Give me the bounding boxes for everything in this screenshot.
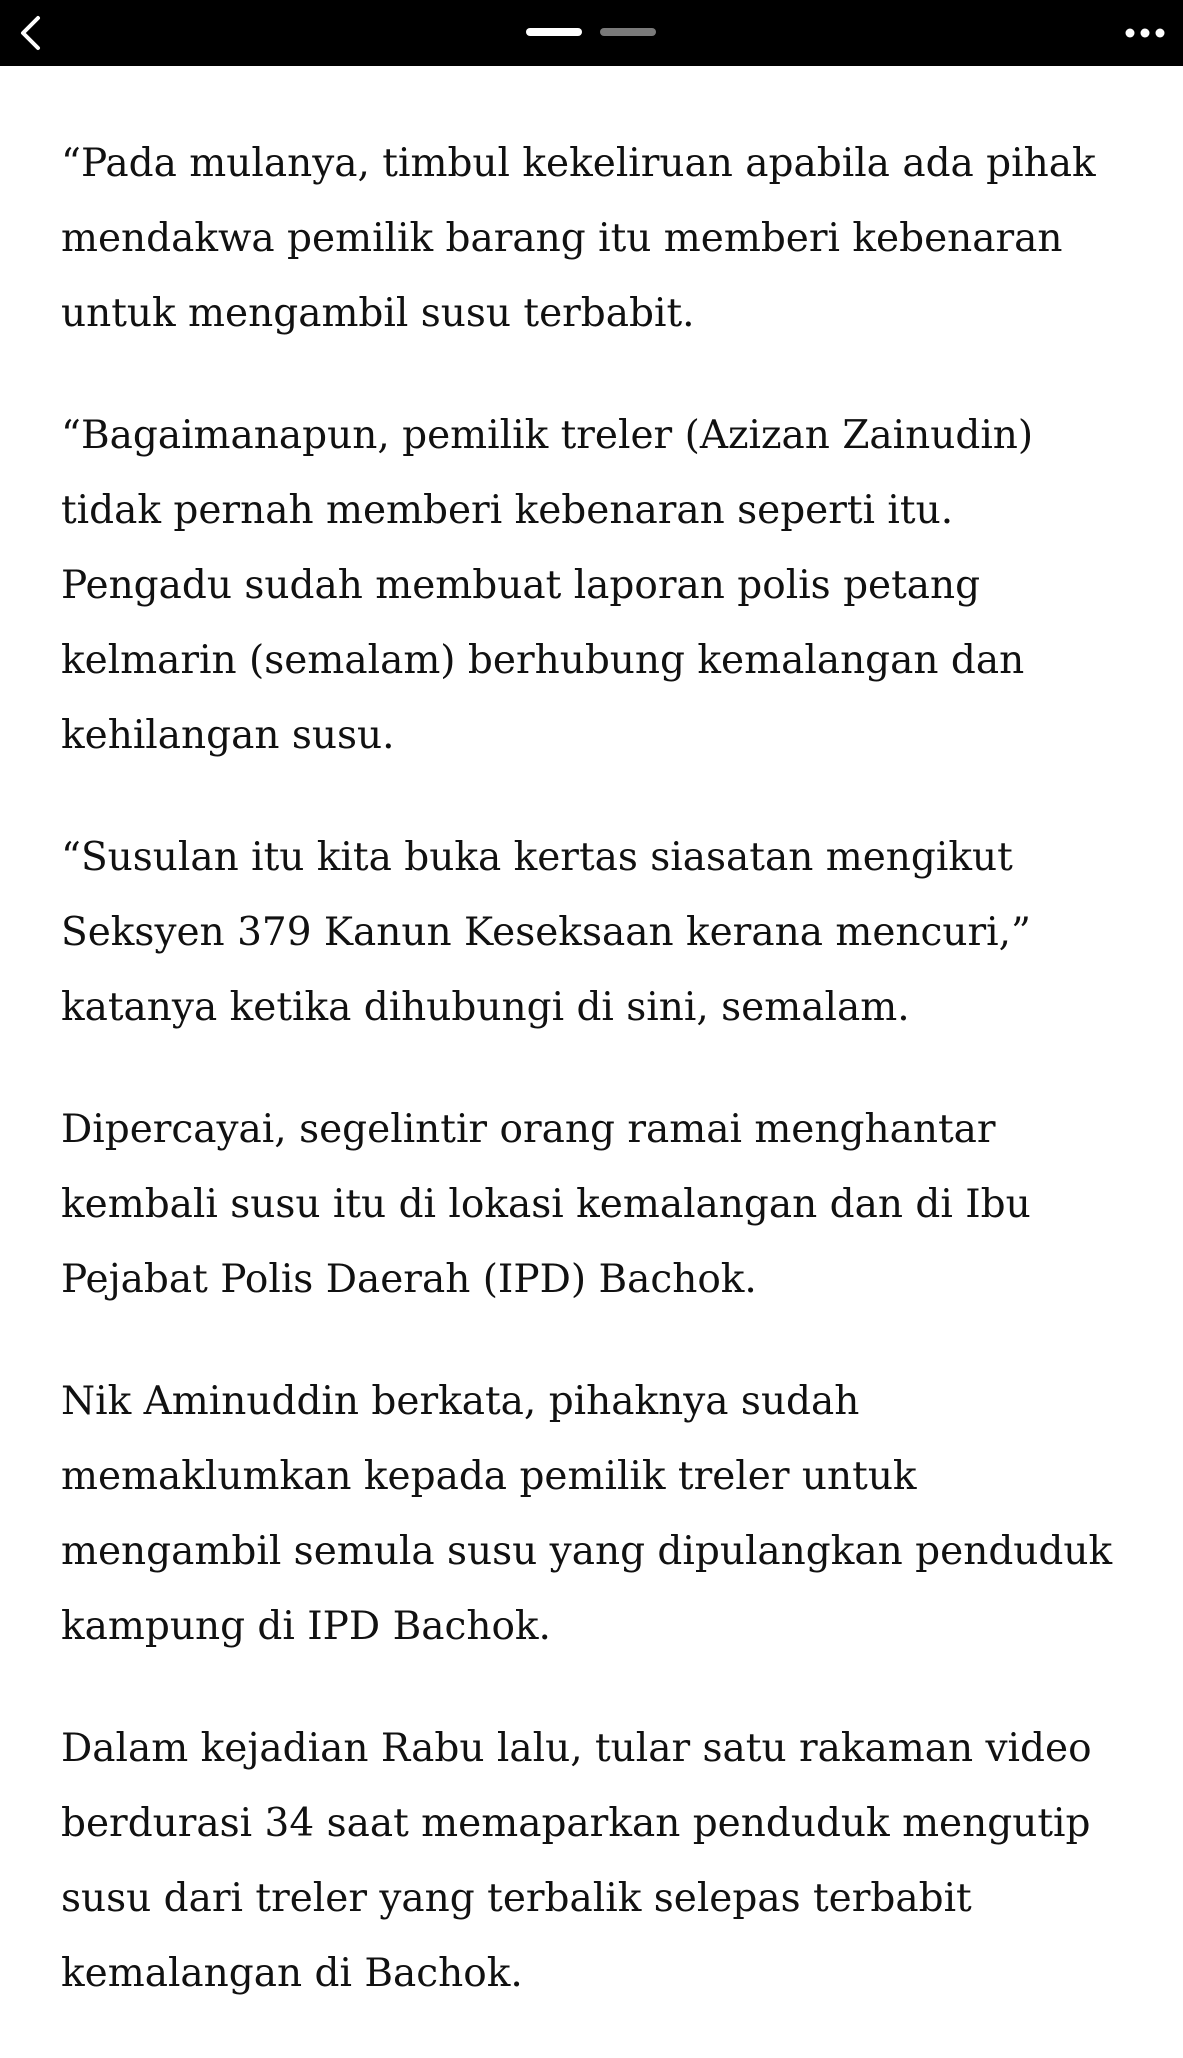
top-toolbar	[0, 0, 1183, 66]
article-paragraph-4: Dipercayai, segelintir orang ramai menghantar kembali susu itu di lokasi kemalangan dan di Ibu Pejabat Polis Daerah (IPD) Bachok.	[61, 1107, 1031, 1302]
page-indicator-dot-1[interactable]	[526, 28, 582, 36]
article-paragraph-1: “Pada mulanya, timbul kekeliruan apabila ada pihak mendakwa pemilik barang itu memberi kebenaran untuk mengambil susu terbabit.	[61, 141, 1096, 336]
article-paragraph-6: Dalam kejadian Rabu lalu, tular satu rakaman video berdurasi 34 saat memaparkan penduduk mengutip susu dari treler yang terbalik selepas terbabit kemalangan di Bachok.	[61, 1726, 1092, 1996]
chevron-left-icon	[10, 10, 56, 56]
article-paragraph-5: Nik Aminuddin berkata, pihaknya sudah memaklumkan kepada pemilik treler untuk mengambil semula susu yang dipulangkan penduduk kampung di IPD Bachok.	[61, 1379, 1113, 1649]
article-paragraph-2: “Bagaimanapun, pemilik treler (Azizan Zainudin) tidak pernah memberi kebenaran seperti itu. Pengadu sudah membuat laporan polis petang kelmarin (semalam) berhubung kemalangan dan kehilangan susu.	[61, 413, 1034, 758]
back-button[interactable]	[10, 10, 56, 56]
more-options-button[interactable]	[1121, 14, 1169, 52]
article-paragraph-3: “Susulan itu kita buka kertas siasatan mengikut Seksyen 379 Kanun Keseksaan kerana mencuri,” katanya ketika dihubungi di sini, semalam.	[61, 835, 1031, 1030]
page-indicator	[526, 28, 658, 36]
page-indicator-dot-2[interactable]	[600, 28, 656, 36]
article-body	[61, 126, 1141, 2058]
ellipsis-icon	[1121, 14, 1169, 52]
